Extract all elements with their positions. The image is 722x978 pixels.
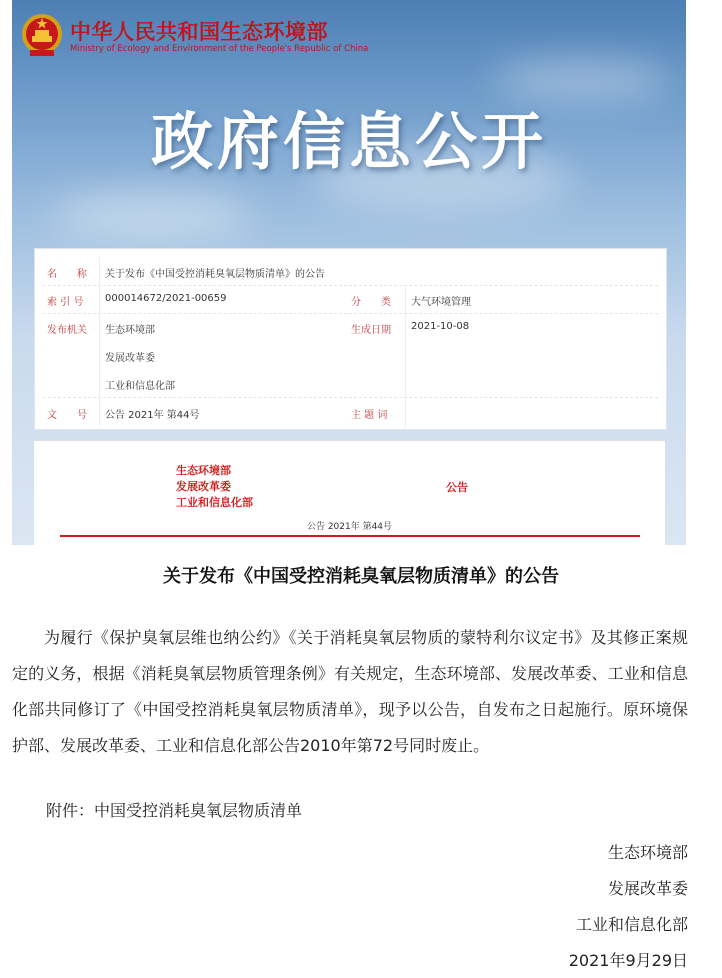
docno-label: 文 号: [47, 410, 87, 421]
divider: [43, 313, 658, 314]
attachment-line: 附件：中国受控消耗臭氧层物质清单: [46, 801, 303, 820]
divider: [43, 397, 658, 398]
category-value: 大气环境管理: [411, 297, 471, 308]
divider: [99, 257, 100, 427]
divider: [43, 285, 658, 286]
document-preview: [34, 440, 665, 545]
article-title: 关于发布《中国受控消耗臭氧层物质清单》的公告: [163, 566, 559, 587]
header-screenshot: [12, 0, 686, 545]
index-value: 000014672/2021-00659: [105, 293, 227, 304]
subject-label: 主 题 词: [351, 410, 388, 421]
preview-issuer: 生态环境部: [176, 464, 231, 477]
category-label: 分 类: [351, 297, 391, 308]
banner-title: 政府信息公开: [150, 105, 547, 178]
article-date: 2021年9月29日: [568, 951, 688, 970]
cloud-decoration: [52, 190, 252, 240]
signature: 生态环境部: [607, 843, 688, 862]
divider: [405, 285, 406, 427]
name-label: 名 称: [47, 269, 87, 280]
article-body: 为履行《保护臭氧层维也纳公约》《关于消耗臭氧层物质的蒙特利尔议定书》及其修正案规定的义务，根据《消耗臭氧层物质管理条例》有关规定，生态环境部、发展改革委、工业和信息化部共同修订了《中国受控消耗臭氧层物质清单》，现予以公告，自发布之日起施行。原环境保护部、发展改革委、工业和信息化部公告2010年第72号同时废止。: [12, 628, 688, 755]
issuer-value: 工业和信息化部: [105, 381, 175, 392]
ministry-name-cn: 中华人民共和国生态环境部: [70, 20, 328, 44]
date-label: 生成日期: [351, 325, 391, 336]
red-rule: [60, 535, 640, 537]
preview-issuer: 发展改革委: [176, 480, 231, 493]
signature: 发展改革委: [607, 879, 688, 898]
ministry-name-en: Ministry of Ecology and Environment of the People's Republic of China: [70, 44, 369, 54]
issuer-value: 发展改革委: [105, 353, 155, 364]
preview-doc-number: 公告 2021年 第44号: [306, 522, 393, 532]
docno-value: 公告 2021年 第44号: [105, 410, 200, 421]
issuer-value: 生态环境部: [105, 325, 155, 336]
index-label: 索 引 号: [47, 297, 84, 308]
preview-issuers: [176, 463, 253, 511]
info-table: [34, 248, 667, 430]
preview-gonggao: 公告: [446, 481, 468, 494]
preview-issuer: 工业和信息化部: [176, 496, 253, 509]
name-value: 关于发布《中国受控消耗臭氧层物质清单》的公告: [105, 269, 325, 280]
signature: 工业和信息化部: [575, 915, 688, 934]
issuer-label: 发布机关: [47, 325, 87, 336]
date-value: 2021-10-08: [411, 321, 470, 332]
national-emblem-icon: [20, 12, 64, 60]
